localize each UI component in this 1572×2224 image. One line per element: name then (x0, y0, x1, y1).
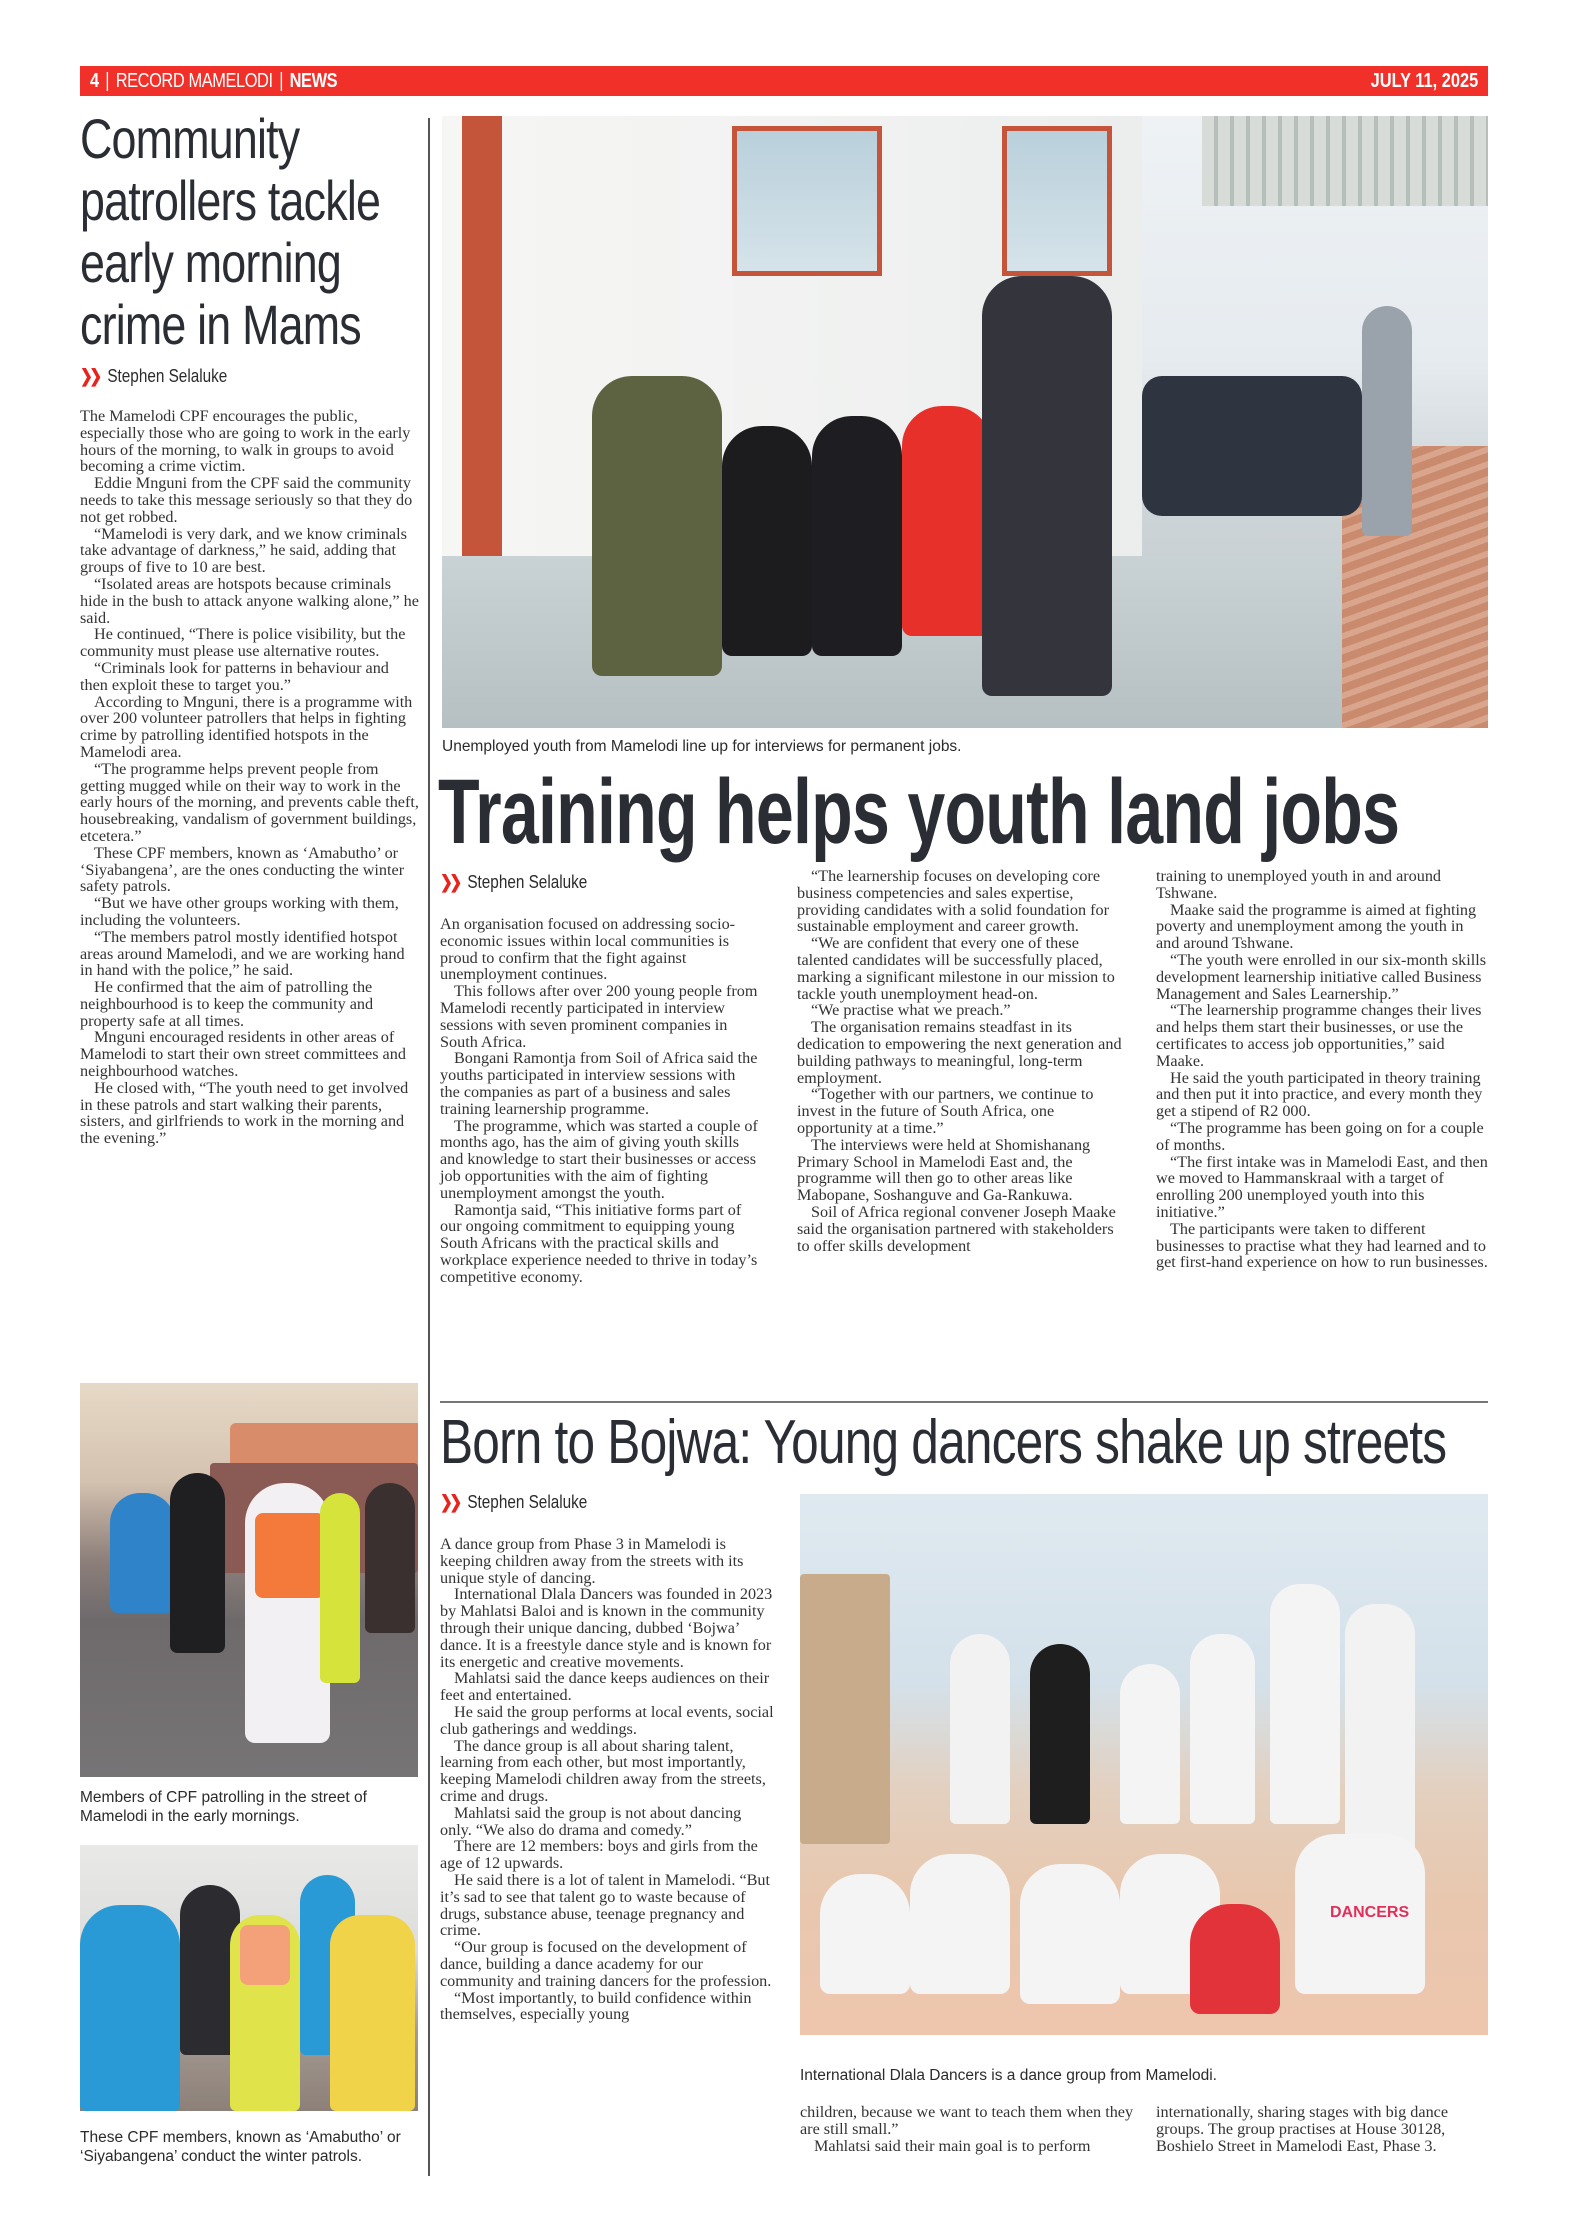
paragraph: Bongani Ramontja from Soil of Africa said the youths participated in interview sessions with the companies as part of a business and sales training learnership programme. (440, 1049, 758, 1118)
photo-safety-vest (255, 1513, 325, 1598)
dancers-column-2 (800, 2104, 1140, 2154)
paragraph: “Together with our partners, we continue to invest in the future of South Africa, one opportunity at a time.” (797, 1085, 1094, 1137)
paragraph: He said the group performs at local events, social club gatherings and weddings. (440, 1702, 774, 1738)
paragraph: These CPF members, known as ‘Amabutho’ or ‘Siyabangena’, are the ones conducting the winter safety patrols. (80, 843, 405, 896)
photo-dancer (1030, 1644, 1090, 1824)
photo-person (982, 276, 1112, 696)
byline-chevron-icon: ❯❯ (80, 366, 99, 386)
paragraph: He said the youth participated in theory training and then put it into practice, and every month they get a stipend of R2 000. (1156, 1068, 1483, 1121)
patrollers-headline: Community patrollers tackle early morning crime in Mams (80, 107, 381, 356)
dancers-headline: Born to Bojwa: Young dancers shake up streets (440, 1408, 1447, 1477)
photo-person (110, 1493, 175, 1613)
photo-person (902, 406, 992, 636)
photo-house (800, 1574, 890, 1844)
paragraph: The participants were taken to different businesses to practise what they had learned and to get first-hand experience on how to run businesses. (1156, 1219, 1488, 1272)
column-divider (428, 118, 430, 2176)
paragraph: “Mamelodi is very dark, and we know criminals take advantage of darkness,” he said, adding that groups of five to 10 are best. (80, 524, 407, 577)
photo-person (365, 1483, 415, 1633)
paragraph: children, because we want to teach them when they are still small.” (800, 2103, 1134, 2138)
patrollers-body (80, 408, 420, 1147)
photo-dancer (1345, 1604, 1415, 1864)
paragraph: “Criminals look for patterns in behaviour and then exploit these to target you.” (80, 658, 389, 694)
photo-dancer (910, 1854, 1010, 1994)
photo-person (812, 416, 902, 656)
publication-name: RECORD MAMELODI (115, 69, 273, 92)
paragraph: He closed with, “The youth need to get involved in these patrols and start walking their parents, sisters, and girlfriends to work in the morning and the evening.” (80, 1078, 409, 1148)
section-name: NEWS (289, 69, 338, 92)
paragraph: “The youth were enrolled in our six-month skills development learnership initiative called Business Management and Sales Learnership.” (1156, 950, 1487, 1003)
paragraph: He confirmed that the aim of patrolling the neighbourhood is to keep the community and property safe at all times. (80, 978, 374, 1030)
training-column-2 (797, 868, 1127, 1254)
paragraph: This follows after over 200 young people from Mamelodi recently participated in interview sessions with seven prominent companies in South Africa. (440, 982, 758, 1051)
paragraph: “The members patrol mostly identified hotspot areas around Mamelodi, and we are working hand in hand with the police,” he said. (80, 927, 405, 980)
paragraph: The Mamelodi CPF encourages the public, especially those who are going to work in the early hours of the morning, to walk in groups to avoid becoming a crime victim. (80, 407, 411, 476)
paragraph: Ramontja said, “This initiative forms part of our ongoing commitment to equipping young South Africans with the practical skills and workplace experience needed to thrive in today’s competitive economy. (440, 1200, 758, 1286)
paragraph: “Isolated areas are hotspots because criminals hide in the bush to attack anyone walking alone,” he said. (80, 574, 419, 627)
byline-chevron-icon: ❯❯ (440, 1492, 459, 1512)
paragraph: The programme, which was started a couple of months ago, has the aim of giving youth skills and knowledge to start their businesses or access job opportunities with the aim of fighting unemployment amongst the youth. (440, 1116, 758, 1202)
paragraph: “The learnership programme changes their lives and helps them start their businesses, or use the certificates to access job opportunities,” said Maake. (1156, 1001, 1482, 1070)
cpf-patrol-photo (80, 1383, 418, 1777)
photo-dancer (820, 1874, 910, 1994)
paragraph: Soil of Africa regional convener Joseph Maake said the organisation partnered with stakeholders to offer skills development (797, 1202, 1116, 1255)
photo-child (1190, 1904, 1280, 2014)
patrollers-byline (80, 366, 227, 387)
youth-interviews-photo (442, 116, 1488, 728)
photo-person (1362, 306, 1412, 536)
photo-dancer (1020, 1864, 1120, 2004)
header-separator: | (105, 69, 110, 92)
photo-dancer (950, 1634, 1010, 1824)
cpf-group-photo (80, 1845, 418, 2111)
paragraph: Eddie Mnguni from the CPF said the community needs to take this message seriously so that they do not get robbed. (80, 474, 413, 526)
dancers-byline (440, 1492, 587, 1513)
paragraph: He said there is a lot of talent in Mamelodi. “But it’s sad to see that talent go to waste because of drugs, substance abuse, teenage pregnancy and crime. (440, 1870, 771, 1940)
photo-person (330, 1915, 415, 2111)
photo-dancer (1270, 1584, 1340, 1824)
paragraph: “We practise what we preach.” (811, 1001, 1011, 1020)
paragraph: A dance group from Phase 3 in Mamelodi is keeping children away from the streets with its unique style of dancing. (440, 1535, 744, 1587)
page-header-bar (80, 66, 1488, 96)
photo-shirt-text: DANCERS (1330, 1904, 1410, 1921)
photo-dancer (1120, 1664, 1180, 1824)
paragraph: “The first intake was in Mamelodi East, and then we moved to Hammanskraal with a target of enrolling 200 unemployed youth into this initiative.” (1156, 1152, 1488, 1221)
section-divider (440, 1401, 1488, 1403)
paragraph: “The programme has been going on for a couple of months. (1156, 1118, 1484, 1154)
page-number: 4 (90, 69, 99, 92)
paragraph: “The programme helps prevent people from getting mugged while on their way to work in the early hours of the morning, and prevents cable theft, housebreaking, vandalism of government buildings, etcetera.” (80, 759, 419, 845)
photo-person (722, 426, 812, 656)
paragraph: “Our group is focused on the development of dance, building a dance academy for our community and training dancers for the profession. (440, 1938, 772, 1990)
paragraph: Mahlatsi said their main goal is to perform (814, 2136, 1091, 2155)
training-byline (440, 872, 587, 893)
dancers-column-1 (440, 1536, 775, 2023)
photo-window (732, 126, 882, 276)
paragraph: “The learnership focuses on developing core business competencies and sales expertise, providing candidates with a solid foundation for sustainable employment and career growth. (797, 867, 1109, 936)
paragraph: The interviews were held at Shomishanang Primary School in Mamelodi East and, the programme will then go to other areas like Mabopane, Soshanguve and Ga-Rankuwa. (797, 1135, 1091, 1205)
photo-dancer (1190, 1634, 1255, 1824)
photo-person (80, 1905, 180, 2111)
youth-interviews-caption: Unemployed youth from Mamelodi line up for interviews for permanent jobs. (442, 738, 962, 755)
photo-person (320, 1493, 360, 1683)
byline-chevron-icon: ❯❯ (440, 872, 459, 892)
photo-roof (1202, 116, 1488, 206)
paragraph: training to unemployed youth in and around Tshwane. (1156, 867, 1442, 902)
paragraph: Maake said the programme is aimed at fighting poverty and unemployment among the youth in and around Tshwane. (1156, 900, 1477, 953)
photo-person (592, 376, 722, 676)
paragraph: The organisation remains steadfast in its dedication to empowering the next generation and building pathways to meaningful, long-term employment. (797, 1018, 1122, 1087)
training-column-3 (1156, 868, 1488, 1271)
paragraph: According to Mnguni, there is a programme with over 200 volunteer patrollers that helps in fighting crime by patrolling identified hotspots in the Mamelodi area. (80, 692, 413, 761)
byline-author: Stephen Selaluke (467, 872, 588, 892)
photo-crowd (1142, 376, 1362, 516)
dancers-caption: International Dlala Dancers is a dance group from Mamelodi. (800, 2067, 1217, 2084)
training-headline: Training helps youth land jobs (438, 761, 1400, 863)
byline-author: Stephen Selaluke (467, 1492, 588, 1512)
cpf-group-caption: These CPF members, known as ‘Amabutho’ or ‘Siyabangena’ conduct the winter patrols. (80, 2129, 401, 2165)
paragraph: International Dlala Dancers was founded in 2023 by Mahlatsi Baloi and is known in the community through their unique dancing, dubbed ‘Bojwa’ dance. It is a freestyle dance style and is known for its energetic and creative movements. (440, 1585, 773, 1671)
paragraph: “But we have other groups working with them, including the volunteers. (80, 894, 399, 929)
photo-person (170, 1473, 225, 1653)
byline-author: Stephen Selaluke (107, 366, 228, 386)
paragraph: An organisation focused on addressing socio-economic issues within local communities is proud to confirm that the fight against unemployment continues. (440, 915, 736, 984)
paragraph: The dance group is all about sharing talent, learning from each other, but most importantly, keeping Mamelodi children away from the streets, crime and drugs. (440, 1736, 766, 1805)
paragraph: There are 12 members: boys and girls from the age of 12 upwards. (440, 1837, 758, 1873)
paragraph: He continued, “There is police visibility, but the community must please use alternative routes. (80, 625, 406, 661)
header-separator: | (279, 69, 284, 92)
dancers-column-3 (1156, 2104, 1488, 2154)
paragraph: “We are confident that every one of these talented candidates will be successfully placed, marking a significant milestone in our mission to tackle youth unemployment head-on. (797, 934, 1115, 1003)
photo-pillar (462, 116, 502, 556)
photo-window (1002, 126, 1112, 276)
photo-safety-vest (240, 1925, 290, 1985)
paragraph: “Most importantly, to build confidence within themselves, especially young (440, 1988, 752, 2024)
paragraph: internationally, sharing stages with big dance groups. The group practises at House 30128, Boshielo Street in Mamelodi East, Phase 3. (1156, 2103, 1449, 2155)
issue-date: JULY 11, 2025 (1370, 69, 1478, 92)
header-left (90, 70, 337, 93)
paragraph: Mahlatsi said the dance keeps audiences on their feet and entertained. (440, 1669, 770, 1705)
paragraph: Mahlatsi said the group is not about dancing only. “We also do drama and comedy.” (440, 1803, 742, 1839)
paragraph: Mnguni encouraged residents in other areas of Mamelodi to start their own street committees and neighbourhood watches. (80, 1028, 406, 1081)
training-column-1 (440, 916, 758, 1286)
dancers-photo (800, 1494, 1488, 2035)
cpf-patrol-caption: Members of CPF patrolling in the street of Mamelodi in the early mornings. (80, 1789, 367, 1825)
